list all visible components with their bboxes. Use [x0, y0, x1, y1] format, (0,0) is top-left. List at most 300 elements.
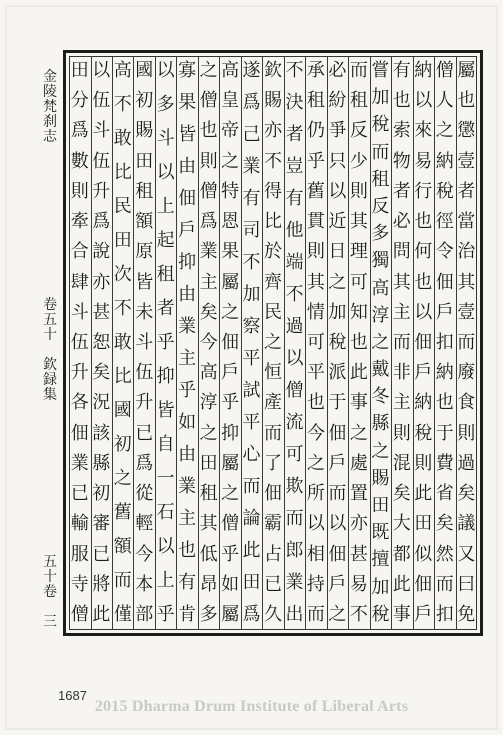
text-column: [325, 62, 349, 624]
glyph: 而: [306, 603, 325, 625]
glyph: 伍: [70, 331, 89, 353]
glyph: 僧: [435, 60, 454, 81]
glyph: 以: [156, 536, 175, 557]
glyph: 多: [156, 94, 175, 115]
glyph: 過: [285, 316, 304, 337]
glyph: 僧: [221, 513, 240, 535]
glyph: 租: [156, 264, 175, 285]
glyph: 田: [242, 572, 261, 593]
glyph: 之: [328, 271, 347, 293]
glyph: 戴: [371, 359, 390, 381]
glyph: 必: [328, 60, 347, 81]
text-column: [111, 62, 135, 624]
glyph: 久: [264, 603, 282, 625]
glyph: 合: [70, 241, 89, 263]
glyph: 納: [414, 392, 433, 414]
glyph: 了: [264, 452, 282, 474]
glyph: 稅: [435, 180, 454, 202]
glyph: 比: [113, 366, 132, 387]
text-column: [175, 62, 199, 624]
glyph: 屬: [221, 603, 240, 625]
glyph: 比: [264, 211, 282, 233]
glyph: 壹: [457, 301, 476, 323]
glyph: 皆: [156, 400, 175, 421]
text-column: [368, 62, 392, 624]
glyph: 而: [371, 141, 390, 163]
glyph: 以: [328, 513, 347, 535]
glyph: 占: [264, 543, 282, 565]
glyph: 事: [392, 603, 411, 625]
glyph: 田: [199, 452, 218, 474]
glyph: 部: [135, 603, 154, 625]
glyph: 舊: [306, 180, 325, 202]
glyph: 如: [221, 573, 240, 595]
text-column: [261, 62, 285, 624]
glyph: 之: [349, 422, 368, 444]
glyph: 心: [242, 444, 261, 465]
glyph: 主: [199, 271, 218, 293]
glyph: 將: [92, 573, 111, 595]
glyph: 陵: [43, 84, 57, 100]
glyph: 矣: [92, 362, 111, 384]
glyph: 昂: [199, 573, 218, 595]
glyph: [39, 600, 61, 615]
glyph: 高: [221, 60, 240, 81]
glyph: 佃: [414, 573, 433, 595]
glyph: 霸: [264, 513, 282, 535]
glyph: 情: [306, 301, 325, 323]
glyph: 況: [92, 392, 111, 414]
text-column: [433, 62, 457, 624]
glyph: 加: [371, 87, 390, 109]
glyph: 田: [371, 495, 390, 516]
glyph: 少: [349, 150, 368, 172]
glyph: 乎: [156, 332, 175, 353]
glyph: 以: [285, 348, 304, 369]
glyph: 派: [328, 362, 347, 384]
glyph: 持: [306, 573, 325, 595]
glyph: 于: [435, 422, 454, 444]
glyph: 徑: [435, 211, 454, 233]
glyph: 之: [264, 331, 282, 353]
glyph: 免: [457, 603, 476, 625]
glyph: 乎: [156, 604, 175, 625]
glyph: 仍: [306, 120, 325, 142]
glyph: 今: [306, 422, 325, 444]
glyph: 初: [135, 90, 154, 112]
glyph: 然: [435, 543, 454, 565]
glyph: 戶: [178, 220, 197, 241]
glyph: 上: [156, 196, 175, 217]
glyph: 斗: [70, 301, 89, 323]
glyph: 只: [328, 150, 347, 172]
glyph: 主: [178, 348, 197, 369]
glyph: 爭: [328, 120, 347, 142]
glyph: 寡: [178, 60, 197, 81]
glyph: 試: [242, 380, 261, 401]
glyph: 抑: [221, 422, 240, 444]
glyph: 戶: [414, 362, 433, 384]
glyph: 加: [328, 301, 347, 323]
glyph: 國: [113, 400, 132, 421]
glyph: 初: [92, 483, 111, 505]
glyph: 該: [92, 422, 111, 444]
glyph: 戶: [414, 603, 433, 625]
glyph: 矣: [392, 483, 411, 505]
glyph: 原: [135, 241, 154, 263]
text-column: [411, 62, 435, 624]
glyph: 加: [371, 576, 390, 598]
glyph: 非: [392, 362, 411, 384]
glyph: 戶: [328, 452, 347, 474]
glyph: 未: [135, 301, 154, 323]
glyph: 民: [113, 196, 132, 217]
glyph: 此: [242, 540, 261, 561]
glyph: 之: [306, 452, 325, 474]
glyph: 業: [242, 156, 261, 177]
glyph: 數: [70, 150, 89, 172]
glyph: 以: [156, 162, 175, 183]
glyph: 縣: [92, 452, 111, 474]
glyph: 高: [371, 277, 390, 299]
glyph: 皇: [221, 90, 240, 112]
glyph: 欺: [285, 476, 304, 497]
glyph: 已: [264, 573, 282, 595]
glyph: 也: [199, 120, 218, 142]
glyph: 有: [178, 572, 197, 593]
text-column: [154, 62, 178, 624]
glyph: 得: [264, 180, 282, 202]
glyph: 所: [306, 483, 325, 505]
glyph: 則: [414, 452, 433, 474]
glyph: 之: [199, 60, 218, 81]
glyph: 升: [70, 362, 89, 384]
glyph: 五: [43, 311, 57, 328]
margin-column: [39, 70, 61, 630]
glyph: 僧: [285, 380, 304, 401]
glyph: 甚: [349, 543, 368, 565]
glyph: 矣: [199, 301, 218, 323]
glyph: 高: [199, 362, 218, 384]
glyph: 梵: [43, 99, 57, 115]
margin-lower: [39, 555, 61, 630]
glyph: 佃: [328, 422, 347, 444]
glyph: 皆: [178, 124, 197, 145]
glyph: 說: [92, 241, 111, 263]
glyph: 不: [285, 284, 304, 305]
glyph: 司: [242, 220, 261, 241]
glyph: 此: [349, 362, 368, 384]
glyph: 處: [349, 452, 368, 474]
glyph: 升: [135, 392, 154, 414]
glyph: 初: [113, 434, 132, 455]
glyph: 獨: [371, 250, 390, 272]
glyph: 租: [135, 180, 154, 202]
glyph: 三: [43, 614, 57, 630]
glyph: 問: [392, 241, 411, 263]
glyph: 已: [135, 422, 154, 444]
glyph: 也: [306, 392, 325, 414]
glyph: 租: [199, 483, 218, 505]
glyph: 肆: [70, 271, 89, 293]
glyph: 納: [414, 60, 433, 81]
glyph: 似: [414, 543, 433, 565]
glyph: 於: [264, 241, 282, 263]
glyph: 不: [242, 252, 261, 273]
glyph: 分: [70, 90, 89, 112]
glyph: 也: [457, 90, 476, 112]
glyph: 之: [199, 422, 218, 444]
glyph: [39, 343, 61, 358]
glyph: 田: [135, 150, 154, 172]
glyph: 民: [264, 301, 282, 323]
glyph: 物: [392, 150, 411, 172]
text-column: [68, 62, 92, 624]
glyph: 戶: [435, 301, 454, 323]
glyph: 牽: [70, 211, 89, 233]
glyph: 高: [113, 60, 132, 81]
glyph: 輸: [70, 513, 89, 535]
glyph: 可: [285, 444, 304, 465]
glyph: 擅: [371, 549, 390, 571]
glyph: 主: [392, 392, 411, 414]
text-column: [283, 62, 307, 624]
glyph: 爲: [199, 211, 218, 233]
glyph: 則: [349, 180, 368, 202]
glyph: 已: [70, 483, 89, 505]
glyph: 平: [242, 412, 261, 433]
glyph: 恒: [264, 362, 282, 384]
glyph: 比: [113, 162, 132, 183]
glyph: 斗: [92, 120, 111, 142]
glyph: 此: [392, 573, 411, 595]
glyph: 廢: [457, 362, 476, 384]
glyph: 肯: [178, 604, 197, 625]
glyph: 近: [328, 211, 347, 233]
glyph: 扣: [435, 331, 454, 353]
glyph: 賜: [264, 90, 282, 112]
glyph: 已: [92, 543, 111, 565]
glyph: 録: [43, 371, 57, 388]
glyph: 齊: [264, 271, 282, 293]
glyph: 之: [221, 150, 240, 172]
glyph: 也: [178, 540, 197, 561]
glyph: 賜: [371, 467, 390, 489]
glyph: 爲: [242, 604, 261, 625]
glyph: 欽: [43, 356, 57, 373]
glyph: 業: [199, 241, 218, 263]
glyph: 以: [92, 60, 111, 81]
glyph: 察: [242, 316, 261, 337]
glyph: 有: [392, 60, 411, 81]
glyph: 既: [371, 522, 390, 544]
glyph: 斗: [135, 331, 154, 353]
text-column: [454, 62, 478, 624]
glyph: 之: [221, 301, 240, 323]
glyph: 行: [414, 180, 433, 202]
glyph: 稅: [371, 114, 390, 136]
glyph: 必: [392, 211, 411, 233]
glyph: 今: [135, 543, 154, 565]
glyph: 納: [435, 150, 454, 172]
margin-middle: [39, 298, 61, 403]
glyph: 事: [349, 392, 368, 414]
glyph: 紛: [328, 90, 347, 112]
glyph: 額: [113, 536, 132, 557]
glyph: 而: [328, 483, 347, 505]
glyph: 平: [306, 362, 325, 384]
glyph: 人: [435, 90, 454, 112]
glyph: 也: [435, 392, 454, 414]
glyph: 以: [306, 513, 325, 535]
glyph: 令: [435, 241, 454, 263]
glyph: 治: [457, 241, 476, 263]
glyph: 縣: [371, 413, 390, 435]
glyph: 其: [199, 513, 218, 535]
glyph: 稅: [328, 331, 347, 353]
glyph: 大: [392, 513, 411, 535]
glyph: 反: [349, 120, 368, 142]
glyph: 亦: [92, 271, 111, 293]
margin-upper: [39, 70, 61, 145]
glyph: 加: [242, 284, 261, 305]
glyph: 亦: [264, 120, 282, 142]
glyph: 有: [285, 188, 304, 209]
glyph: 日: [328, 241, 347, 263]
glyph: 上: [156, 570, 175, 591]
glyph: 舊: [113, 502, 132, 523]
glyph: 而: [264, 422, 282, 444]
glyph: 則: [70, 180, 89, 202]
glyph: 遂: [242, 60, 261, 81]
glyph: 決: [285, 92, 304, 113]
glyph: 乎: [178, 380, 197, 401]
glyph: 抑: [178, 252, 197, 273]
glyph: 以: [414, 301, 433, 323]
glyph: 爲: [242, 92, 261, 113]
glyph: 之: [435, 120, 454, 142]
glyph: 壹: [457, 150, 476, 172]
glyph: 審: [92, 513, 111, 535]
glyph: 易: [414, 150, 433, 172]
glyph: 則: [306, 241, 325, 263]
glyph: 郎: [285, 540, 304, 561]
glyph: 者: [285, 124, 304, 145]
glyph: 集: [43, 386, 57, 403]
glyph: 端: [285, 252, 304, 273]
glyph: 也: [414, 271, 433, 293]
glyph: 此: [92, 603, 111, 625]
glyph: 伍: [135, 362, 154, 384]
glyph: 此: [414, 483, 433, 505]
glyph: 租: [349, 90, 368, 112]
glyph: 也: [414, 211, 433, 233]
glyph: 石: [156, 502, 175, 523]
glyph: 額: [135, 211, 154, 233]
glyph: 金: [43, 69, 57, 85]
glyph: 業: [285, 572, 304, 593]
glyph: 之: [371, 440, 390, 462]
glyph: 豈: [285, 156, 304, 177]
glyph: 承: [306, 60, 325, 81]
glyph: 次: [113, 264, 132, 285]
glyph: 可: [306, 331, 325, 353]
glyph: 以: [414, 90, 433, 112]
glyph: 敢: [113, 332, 132, 353]
glyph: 屬: [457, 60, 476, 81]
glyph: 混: [392, 452, 411, 474]
glyph: 以: [328, 180, 347, 202]
glyph: 矣: [435, 513, 454, 535]
glyph: 寺: [70, 573, 89, 595]
glyph: 伍: [92, 90, 111, 112]
glyph: 十: [43, 569, 57, 585]
glyph: 則: [392, 422, 411, 444]
glyph: 乎: [306, 150, 325, 172]
glyph: 僧: [199, 180, 218, 202]
glyph: 之: [371, 331, 390, 353]
glyph: 國: [135, 60, 154, 81]
glyph: 之: [221, 483, 240, 505]
glyph: 反: [371, 195, 390, 217]
glyph: 論: [242, 508, 261, 529]
glyph: 一: [156, 468, 175, 489]
glyph: 僅: [113, 604, 132, 625]
glyph: 淳: [371, 304, 390, 326]
glyph: 敢: [113, 128, 132, 149]
glyph: 欽: [264, 60, 282, 81]
glyph: 佃: [178, 188, 197, 209]
glyph: 五: [43, 554, 57, 570]
glyph: 知: [349, 301, 368, 323]
glyph: 納: [435, 362, 454, 384]
glyph: 佃: [70, 422, 89, 444]
glyph: 當: [457, 211, 476, 233]
glyph: 其: [349, 211, 368, 233]
glyph: 其: [392, 271, 411, 293]
glyph: 而: [113, 570, 132, 591]
text-column: [197, 62, 221, 624]
glyph: 乎: [221, 543, 240, 565]
glyph: 不: [349, 603, 368, 625]
glyph: 業: [178, 476, 197, 497]
glyph: 屬: [221, 271, 240, 293]
glyph: 食: [457, 392, 476, 414]
glyph: 曰: [457, 573, 476, 595]
glyph: 來: [414, 120, 433, 142]
glyph: 也: [392, 90, 411, 112]
glyph: 其: [457, 271, 476, 293]
glyph: 起: [156, 230, 175, 251]
glyph: 而: [349, 60, 368, 81]
glyph: 由: [178, 156, 197, 177]
glyph: 果: [221, 241, 240, 263]
glyph: 租: [371, 168, 390, 190]
glyph: 己: [242, 124, 261, 145]
glyph: 稅: [371, 603, 390, 625]
glyph: 過: [457, 452, 476, 474]
glyph: 屬: [221, 452, 240, 474]
glyph: 業: [70, 452, 89, 474]
glyph: 田: [113, 230, 132, 251]
glyph: 淳: [199, 392, 218, 414]
glyph: 而: [392, 331, 411, 353]
glyph: 志: [43, 129, 57, 145]
text-column: [132, 62, 156, 624]
glyph: 賜: [135, 120, 154, 142]
glyph: 輕: [135, 513, 154, 535]
glyph: 而: [435, 573, 454, 595]
